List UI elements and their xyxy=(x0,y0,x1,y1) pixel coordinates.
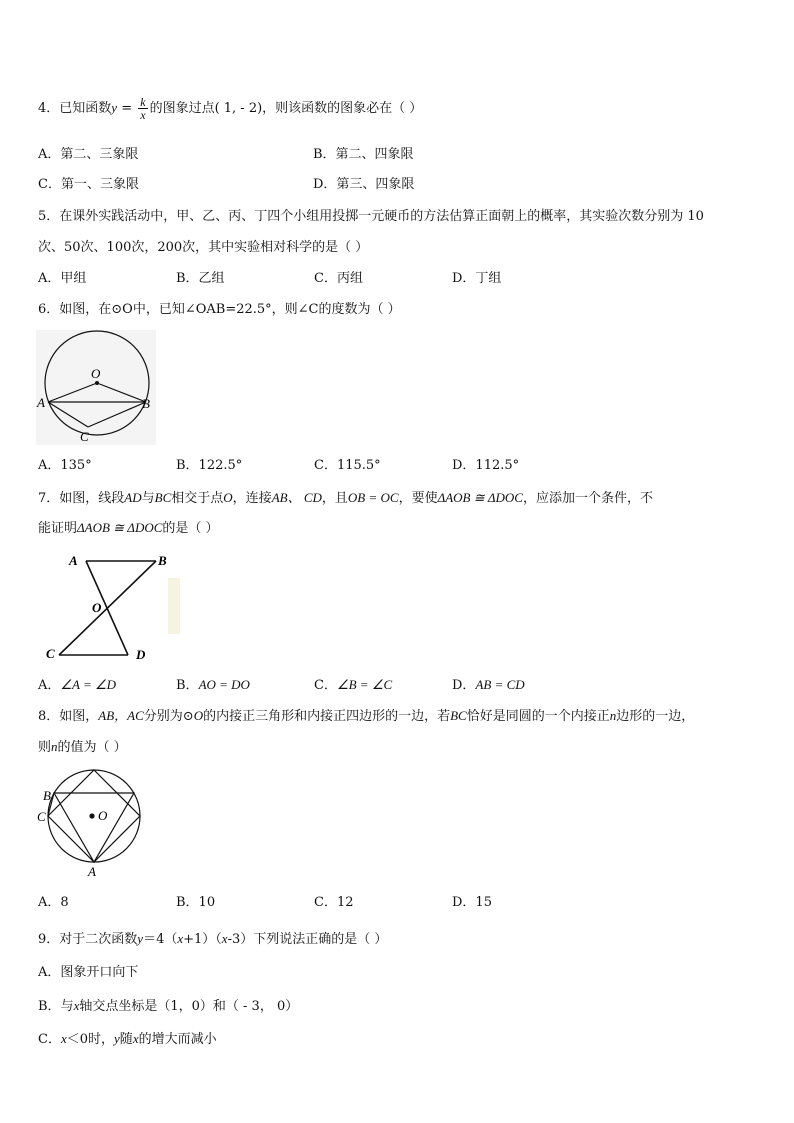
q6-option-a: A．135° xyxy=(38,458,92,473)
q8-text-5: 边形的一边， xyxy=(616,709,695,724)
q9-option-c-math-y: y xyxy=(114,1031,120,1046)
q8-text-1: 8．如图， xyxy=(38,709,99,724)
q8-text-7: 的值为（ ） xyxy=(57,740,127,755)
q4-option-d: D．第三、四象限 xyxy=(313,177,415,192)
q7-text-9: 的是（ ） xyxy=(162,521,219,536)
q5-option-a: A．甲组 xyxy=(38,271,87,286)
q6-label-c: C xyxy=(80,429,89,444)
q6-option-b: B．122.5° xyxy=(176,458,243,473)
q7-paper-mark xyxy=(168,578,180,634)
q4-stem-text: 4．已知函数 xyxy=(38,101,112,116)
q7-text-7: ，应添加一个条件，不 xyxy=(522,491,653,506)
q7-math-ad: AD xyxy=(124,490,142,505)
q6-option-d: D．112.5° xyxy=(452,458,520,473)
q7-text-3: 相交于点 xyxy=(171,491,224,506)
q8-label-a: A xyxy=(88,864,96,879)
q4-option-c: C．第一、三象限 xyxy=(38,177,139,192)
q9-option-c-text-1: C． xyxy=(38,1032,61,1047)
q7-text-1: 7．如图，线段 xyxy=(38,491,125,506)
q9-option-b-text-1: B．与 xyxy=(38,999,74,1014)
q7-text-4: ，连接 xyxy=(232,491,272,506)
q7-text-6: ，要使 xyxy=(398,491,438,506)
q8-math-n: n xyxy=(609,708,617,723)
q7-option-b xyxy=(176,677,250,694)
q7-math-ob-oc: OB = OC xyxy=(347,490,399,505)
q8-option-b: B．10 xyxy=(176,895,216,910)
q9-option-b-math-x: x xyxy=(73,998,80,1013)
q7-stem-line2 xyxy=(38,520,219,537)
q9-text-3: +1）（ xyxy=(183,932,222,947)
q6-center-dot xyxy=(95,381,99,385)
q7-label-d: D xyxy=(136,647,146,662)
q7-option-a-math: ∠A = ∠D xyxy=(60,677,117,692)
q8-math-o: O xyxy=(193,708,204,723)
q8-label-c: C xyxy=(37,809,46,824)
q7-option-c-math: ∠B = ∠C xyxy=(336,677,393,692)
q8-math-ab-ac: AB，AC xyxy=(98,708,144,723)
q9-text-1: 9．对于二次函数 xyxy=(38,932,138,947)
q9-option-c-math-x-2: x xyxy=(132,1031,139,1046)
q7-text-8: 能证明 xyxy=(38,521,78,536)
q7-figure xyxy=(36,548,186,666)
q7-option-c xyxy=(314,677,392,694)
q7-option-b-math: AO = DO xyxy=(198,677,250,692)
q4-stem-post: 的图象过点( 1, - 2)，则该函数的图象必在（ ） xyxy=(149,101,423,116)
q4-frac-den: x xyxy=(140,108,146,122)
q6-option-c: C．115.5° xyxy=(314,458,381,473)
q9-option-c-text-4: 的增大而减小 xyxy=(138,1032,217,1047)
q5-stem-line2: 次、50次、100次，200次，其中实验相对科学的是（ ） xyxy=(38,240,369,255)
q7-text-5: ，且 xyxy=(321,491,348,506)
q7-option-d xyxy=(452,677,525,694)
q8-option-c: C．12 xyxy=(314,895,354,910)
q4-func-y: y xyxy=(111,100,118,115)
q6-figure xyxy=(36,330,156,445)
q8-label-b: B xyxy=(43,788,51,803)
q4-fraction xyxy=(138,96,147,121)
q5-option-c: C．丙组 xyxy=(314,271,363,286)
q4-option-b: B．第二、四象限 xyxy=(313,147,414,162)
q6-label-a: A xyxy=(37,395,45,410)
q7-math-congruence-2: ΔAOB ≅ ΔDOC xyxy=(77,520,163,535)
q8-stem-line1 xyxy=(38,708,694,725)
q7-stem-line1 xyxy=(38,490,653,507)
q7-math-o: O xyxy=(223,490,233,505)
q7-segment-bc xyxy=(59,561,156,655)
q4-stem xyxy=(38,96,422,121)
q9-option-a: A．图象开口向下 xyxy=(38,965,139,980)
q9-option-c-text-3: 随 xyxy=(119,1032,133,1047)
q9-math-y: y xyxy=(137,931,144,946)
q9-stem xyxy=(38,931,387,948)
q8-text-3: 的内接正三角形和内接正四边形的一边，若 xyxy=(203,709,451,724)
q9-math-x-1: x xyxy=(177,931,184,946)
q8-figure xyxy=(34,768,146,880)
q8-center-dot xyxy=(89,813,94,818)
q7-math-congruence: ΔAOB ≅ ΔDOC xyxy=(437,490,523,505)
q8-stem-line2 xyxy=(38,739,127,756)
q9-text-4: -3）下列说法正确的是（ ） xyxy=(227,932,388,947)
q7-option-b-letter: B． xyxy=(176,678,199,693)
q8-option-a: A．8 xyxy=(38,895,69,910)
q9-text-2: ＝4（ xyxy=(143,932,178,947)
q4-func-eq: = xyxy=(117,101,137,116)
q9-math-x-2: x xyxy=(221,931,228,946)
q7-option-d-letter: D． xyxy=(452,678,476,693)
q8-math-n-2: n xyxy=(51,739,58,754)
q7-text-2: 与 xyxy=(141,491,155,506)
q6-label-b: B xyxy=(142,396,150,411)
q8-text-4: 恰好是同圆的一个内接正 xyxy=(466,709,610,724)
q7-option-a-letter: A． xyxy=(38,678,61,693)
q8-option-d: D．15 xyxy=(452,895,492,910)
q6-label-o: O xyxy=(91,366,101,381)
q9-option-c xyxy=(38,1031,217,1048)
q8-math-bc: BC xyxy=(450,708,467,723)
q7-label-a: A xyxy=(69,553,78,568)
q7-option-d-math: AB = CD xyxy=(475,677,525,692)
q7-math-ab-cd: AB、 CD xyxy=(271,490,322,505)
q6-stem: 6．如图，在⊙O中，已知∠OAB=22.5°，则∠C的度数为（ ） xyxy=(38,302,401,317)
q8-label-o: O xyxy=(98,808,108,823)
q8-inscribed-triangle xyxy=(54,793,134,862)
q7-option-c-letter: C． xyxy=(314,678,337,693)
q4-frac-num: k xyxy=(140,95,146,109)
q9-option-c-math-x: x xyxy=(60,1031,67,1046)
q8-text-2: 分别为⊙ xyxy=(143,709,194,724)
q5-stem-line1: 5．在课外实践活动中，甲、乙、丙、丁四个小组用投掷一元硬币的方法估算正面朝上的概率，其实验次数分别为 10 xyxy=(38,209,704,224)
q7-label-o: O xyxy=(92,600,102,615)
q5-option-d: D．丁组 xyxy=(452,271,502,286)
q7-option-a xyxy=(38,677,116,694)
q6-figure-bg xyxy=(36,330,156,445)
q8-text-6: 则 xyxy=(38,740,52,755)
q9-option-b-text-2: 轴交点坐标是（1，0）和（ - 3， 0） xyxy=(79,999,299,1014)
q7-math-bc: BC xyxy=(154,490,172,505)
q7-label-b: B xyxy=(158,553,167,568)
q9-option-c-text-2: ＜0时， xyxy=(66,1032,115,1047)
q5-option-b: B．乙组 xyxy=(176,271,225,286)
q9-option-b xyxy=(38,998,298,1015)
q4-option-a: A．第二、三象限 xyxy=(38,147,139,162)
q7-label-c: C xyxy=(46,646,55,661)
